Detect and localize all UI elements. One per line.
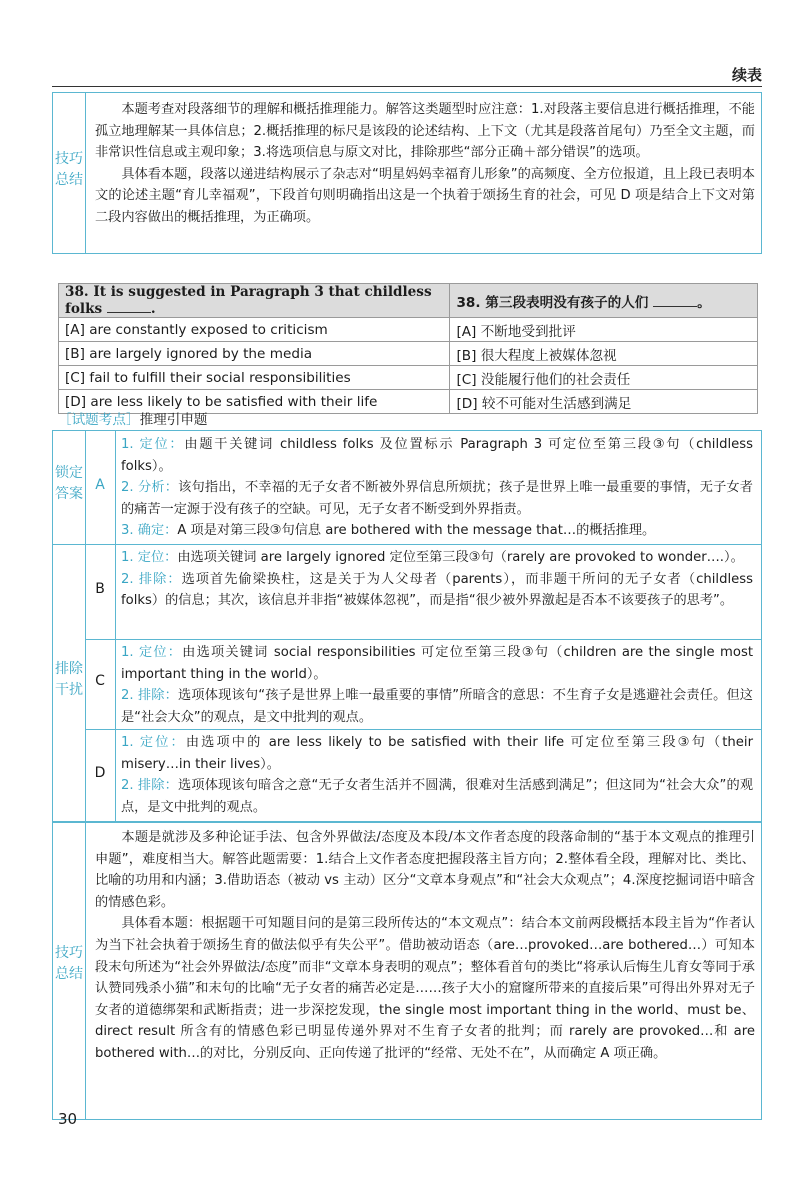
analysis-box — [52, 430, 762, 822]
box2-label: 技巧 总结 — [55, 945, 83, 982]
test-point — [58, 408, 208, 428]
box2-body — [95, 827, 755, 1065]
box2-para-1: 本题是就涉及多种论证手法、包含外界做法/态度及本段/本文作者态度的段落命制的“基于本文观点的推理引申题”，难度相当大。解答此题需要：1.结合上文作者态度把握段落主旨方向；2.整体看全段，理解对比、类比、比喻的功用和内涵；3.借助语态（被动 vs 主动）区分“文章本身观点”和“社会大众观点”；4.深度挖掘词语中暗含的情感色彩。 — [95, 830, 755, 910]
test-point-tag: ［试题考点］ — [58, 412, 140, 428]
question-stem-zh: 38. 第三段表明没有孩子的人们 。 — [450, 284, 758, 318]
option-d-zh: [D] 较不可能对生活感到满足 — [450, 390, 758, 414]
option-b-letter: B — [95, 581, 105, 597]
lock-letter: A — [95, 477, 105, 493]
box2-divider — [85, 823, 86, 1119]
lock-analysis: 1. 定位：由题干关键词 childless folks 及位置标示 Paragraph 3 可定位至第三段③句（childless folks）。 2. 分析：该句指出，不幸福的无子女者不断被外界信息所烦扰；孩子是世界上唯一最重要的事情，无子女者的痛苦一定源于没有孩子的空缺。可见，无子女者不断受到外界指责。 3. 确定：A 项是对第三段③句信息 are bothered with the message that…的概括推理。 — [121, 437, 753, 539]
continued-label: 续表 — [731, 66, 762, 84]
option-c-letter: C — [95, 673, 105, 689]
analysis-rule-2 — [85, 639, 761, 640]
analysis-divider-2 — [115, 431, 116, 821]
option-a-zh: [A] 不断地受到批评 — [450, 318, 758, 342]
question-stem-en: 38. It is suggested in Paragraph 3 that childless folks . — [59, 284, 450, 318]
box1-para-1: 本题考查对段落细节的理解和概括推理能力。解答这类题型时应注意：1.对段落主要信息进行概括推理，不能孤立地理解某一具体信息；2.概括推理的标尺是该段的论述结构、上下文（尤其是段落首尾句）乃至全文主题，而非常识性信息或主观印象；3.将选项信息与原文对比，排除那些“部分正确＋部分错误”的选项。 — [95, 102, 755, 161]
exclude-distractor-label: 排除 干扰 — [55, 661, 83, 698]
question-table — [58, 283, 758, 414]
option-b-zh: [B] 很大程度上被媒体忽视 — [450, 342, 758, 366]
option-d-en: [D] are less likely to be satisfied with their life — [59, 390, 450, 414]
header-rule — [52, 86, 762, 87]
option-c-en: [C] fail to fulfill their social responsibilities — [59, 366, 450, 390]
analysis-rule-3 — [85, 729, 761, 730]
box1-body — [95, 99, 755, 229]
box1-para-2: 具体看本题，段落以递进结构展示了杂志对“明星妈妈幸福育儿形象”的高频度、全方位报道，且上段已表明本文的论述主题“育儿幸福观”，下段首句则明确指出这是一个执着于颂扬生育的社会，可见 D 项是结合上下文对第二段内容做出的概括推理，为正确项。 — [95, 166, 755, 225]
box2-para-2: 具体看本题：根据题干可知题目问的是第三段所传达的“本文观点”：结合本文前两段概括本段主旨为“作者认为当下社会执着于颂扬生育的做法似乎有失公平”。借助被动语态（are…provoked…are bothered…）可知本段末句所述为“社会外界做法/态度”而非“文章本身表明的观点”；整体看首句的类比“将承认后悔生儿育女等同于承认赞同残杀小猫”和末句的比喻“无子女者的痛苦必定是……孩子大小的窟窿所带来的直接后果”可得出外界对无子女者的道德绑架和武断指责；进一步深挖发现，the single most important thing in the world、must be、direct result 所含有的情感色彩已明显传递外界对不生育子女者的批判；而 rarely are provoked…和 are bothered with…的对比，分别反向、正向传递了批评的“经常、无处不在”，从而确定 A 项正确。 — [95, 916, 755, 1061]
page-number: 30 — [58, 1110, 78, 1128]
option-b-en: [B] are largely ignored by the media — [59, 342, 450, 366]
option-c-analysis: 1. 定位：由选项关键词 social responsibilities 可定位至第三段③句（children are the single most important thing in the world）。 2. 排除：选项体现该句“孩子是世界上唯一最重要的事情”所暗含的意思：不生育子女是逃避社会责任。但这是“社会大众”的观点，是文中批判的观点。 — [121, 645, 753, 725]
box1-divider — [85, 93, 86, 253]
option-b-analysis: 1. 定位：由选项关键词 are largely ignored 定位至第三段③句（rarely are provoked to wonder….）。 2. 排除：选项首先偷梁换柱，这是关于为人父母者（parents），而非题干所问的无子女者（childless folks）的信息；其次，该信息并非指“被媒体忽视”，而是指“很少被外界激起是否本不该要孩子的思考”。 — [121, 550, 753, 609]
option-d-analysis: 1. 定位：由选项中的 are less likely to be satisfied with their life 可定位至第三段③句（their misery…in their lives）。 2. 排除：选项体现该句暗含之意“无子女者生活并不圆满，很难对生活感到满足”；但这同为“社会大众”的观点，是文中批判的观点。 — [121, 735, 754, 815]
lock-answer-label: 锁定 答案 — [55, 465, 83, 502]
option-c-zh: [C] 没能履行他们的社会责任 — [450, 366, 758, 390]
analysis-rule-1 — [53, 544, 761, 545]
technique-summary-box-2 — [52, 822, 762, 1120]
test-point-text: 推理引申题 — [139, 412, 208, 428]
option-a-en: [A] are constantly exposed to criticism — [59, 318, 450, 342]
technique-summary-box-1 — [52, 92, 762, 254]
option-d-letter: D — [94, 765, 106, 781]
box1-label: 技巧 总结 — [55, 151, 83, 188]
